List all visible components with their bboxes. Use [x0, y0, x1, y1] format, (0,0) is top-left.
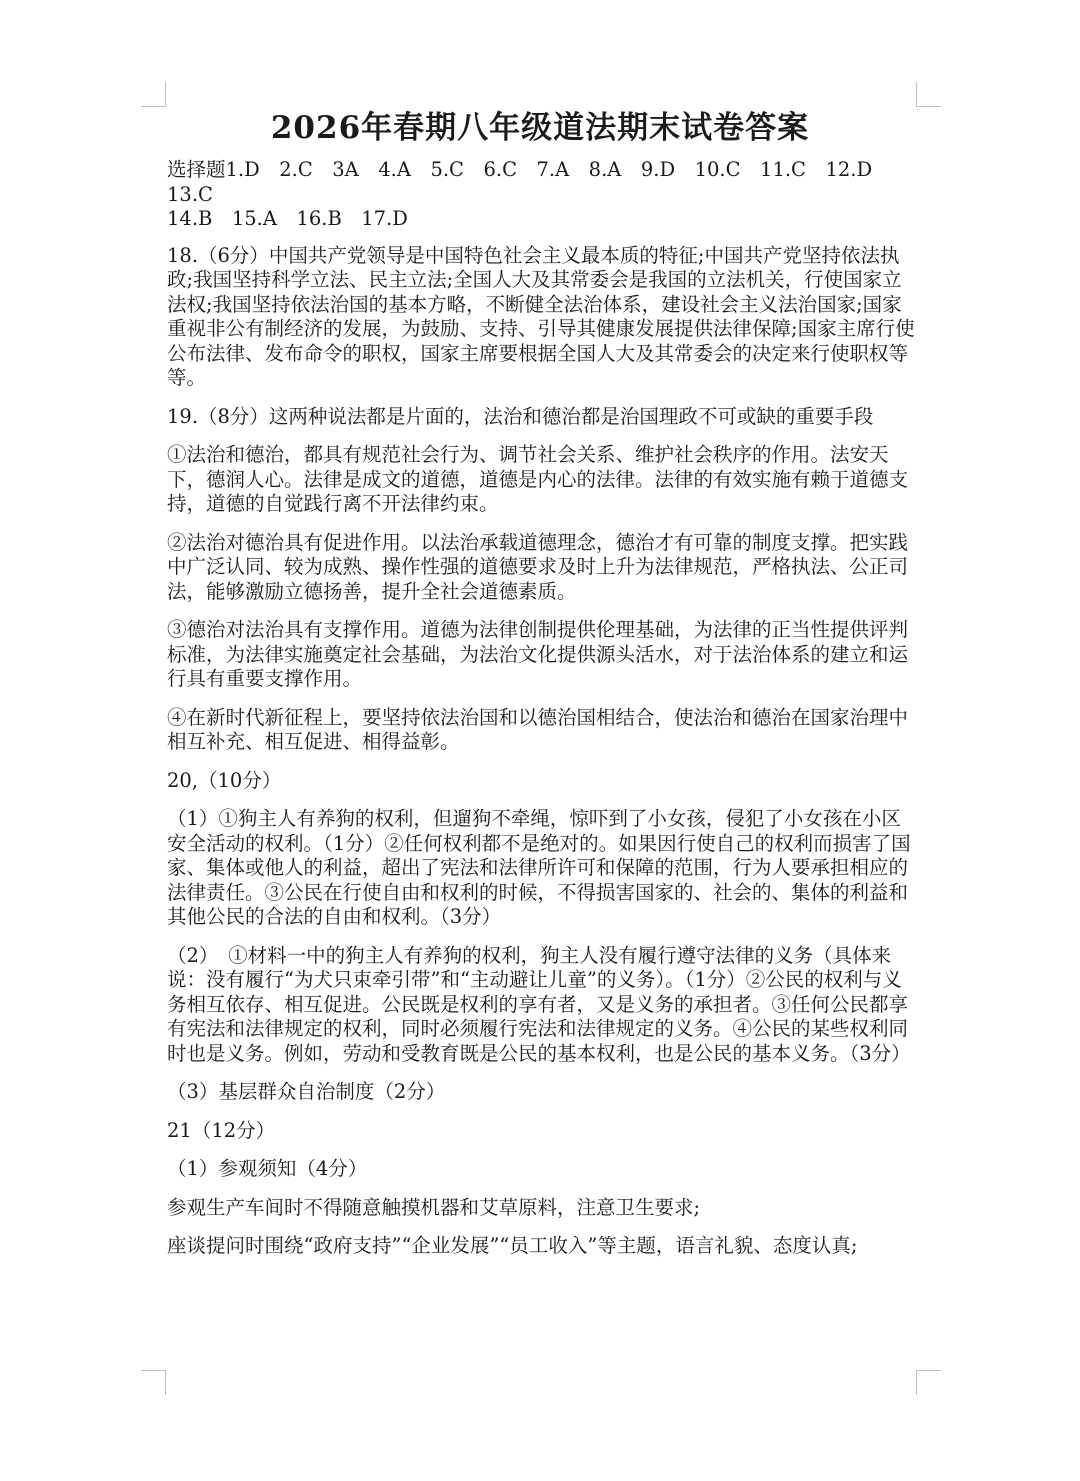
q19-point-3: ③德治对法治具有支撑作用。道德为法律创制提供伦理基础，为法律的正当性提供评判标准，为法律实施奠定社会基础，为法治文化提供源头活水，对于法治体系的建立和运行具有重要支撑作用。	[167, 618, 909, 690]
choice-answers	[167, 158, 919, 232]
q21-heading: 21（12分）	[167, 1118, 276, 1142]
q20-part-1: （1）①狗主人有养狗的权利，但遛狗不牵绳，惊吓到了小女孩，侵犯了小女孩在小区安全活动的权利。（1分）②任何权利都不是绝对的。如果因行使自己的权利而损害了国家、集体或他人的利益，超出了宪法和法律所许可和保障的范围，行为人要承担相应的法律责任。③公民在行使自由和权利的时候，不得损害国家的、社会的、集体的利益和其他公民的合法的自由和权利。（3分）	[167, 807, 911, 928]
crop-mark-bottom-right	[916, 1370, 941, 1395]
q19-point-1: ①法治和德治，都具有规范社会行为、调节社会关系、维护社会秩序的作用。法安天下，德润人心。法律是成文的道德，道德是内心的法律。法律的有效实施有赖于道德支持，道德的自觉践行离不开法律约束。	[167, 443, 909, 515]
choice-answers-line2: 14.B 15.A 16.B 17.D	[167, 207, 408, 230]
crop-mark-top-left	[141, 82, 166, 107]
document-body	[167, 158, 919, 1273]
q18-answer: 18.（6分）中国共产党领导是中国特色社会主义最本质的特征;中国共产党坚持依法执政;我国坚持科学立法、民主立法;全国人大及其常委会是我国的立法机关，行使国家立法权;我国坚持依法治国的基本方略，不断健全法治体系，建设社会主义法治国家;国家重视非公有制经济的发展，为鼓励、支持、引导其健康发展提供法律保障;国家主席行使公布法律、发布命令的职权，国家主席要根据全国人大及其常委会的决定来行使职权等等。	[167, 243, 915, 389]
q21-item-b: 座谈提问时围绕“政府支持”“企业发展”“员工收入”等主题，语言礼貌、态度认真;	[167, 1234, 858, 1257]
q20-part-2: （2） ①材料一中的狗主人有养狗的权利，狗主人没有履行遵守法律的义务（具体来说：没有履行“为犬只束牵引带”和“主动避让儿童”的义务）。（1分）②公民的权利与义务相互依存、相互促进。公民既是权利的享有者，又是义务的承担者。③任何公民都享有宪法和法律规定的权利，同时必须履行宪法和法律规定的义务。④公民的某些权利同时也是义务。例如，劳动和受教育既是公民的基本权利，也是公民的基本义务。（3分）	[167, 943, 911, 1065]
q19-point-4: ④在新时代新征程上，要坚持依法治国和以德治国相结合，使法治和德治在国家治理中相互补充、相互促进、相得益彰。	[167, 705, 909, 753]
q19-answer: 19.（8分）这两种说法都是片面的，法治和德治都是治国理政不可或缺的重要手段	[167, 404, 874, 428]
q20-heading: 20,（10分）	[167, 768, 282, 792]
document-title: 2026年春期八年级道法期末试卷答案	[270, 110, 810, 146]
q20-part-3: （3）基层群众自治制度（2分）	[167, 1080, 446, 1103]
crop-mark-bottom-left	[141, 1370, 166, 1395]
crop-mark-top-right	[916, 82, 941, 107]
q19-point-2: ②法治对德治具有促进作用。以法治承载道德理念，德治才有可靠的制度支撑。把实践中广泛认同、较为成熟、操作性强的道德要求及时上升为法律规范，严格执法、公正司法，能够激励立德扬善，提升全社会道德素质。	[167, 530, 909, 603]
q21-part-1: （1）参观须知（4分）	[167, 1157, 368, 1180]
choice-answers-line1: 选择题1.D 2.C 3A 4.A 5.C 6.C 7.A 8.A 9.D 10.C 11.C 12.D 13.C	[167, 158, 892, 206]
q21-item-a: 参观生产车间时不得随意触摸机器和艾草原料，注意卫生要求;	[167, 1195, 701, 1219]
